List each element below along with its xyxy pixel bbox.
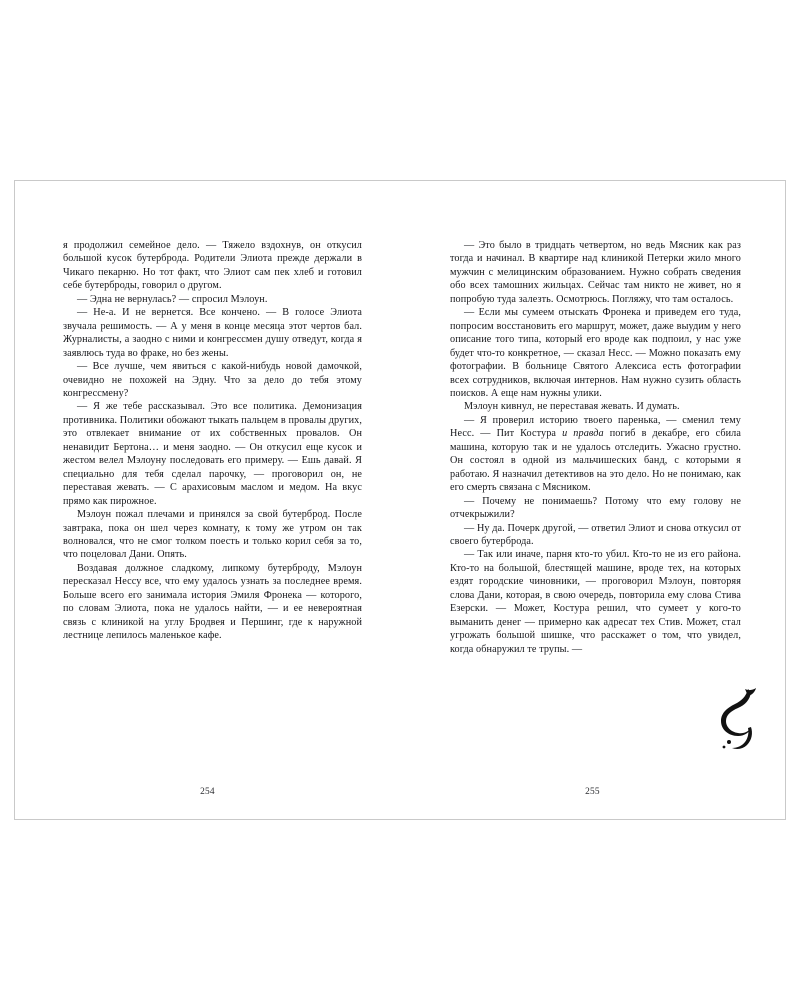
right-page	[400, 181, 785, 819]
left-page-text	[63, 239, 362, 643]
paragraph: я продолжил семейное дело. — Тяжело вздохнув, он откусил большой кусок бутерброда. Родители Элиота прежде держали в Чикаго пекарню. Но тот факт, что Элиот сам пек хлеб и готовил себе бутерброды, говорил о другом.	[63, 240, 362, 292]
paragraph: Мэлоун пожал плечами и принялся за свой бутерброд. После завтрака, пока он шел через комнату, к тому же утром он так волновался, что не смог толком поесть и только корил себя за то, что поцеловал Дани. Опять.	[63, 509, 362, 561]
flourish-ornament	[715, 687, 759, 751]
paragraph: Воздавая должное сладкому, липкому бутерброду, Мэлоун пересказал Нессу все, что ему удалось узнать за последнее время. Больше всего его занимала история Эмиля Фронека — которого, по словам Элиота, пока не удалось найти, — и ее невероятная связь с клиникой на углу Бродвея и Першинг, где к наружной лестнице лепилось маленькое кафе.	[63, 562, 362, 642]
book-spread	[14, 180, 786, 820]
paragraph: — Почему не понимаешь? Потому что ему голову не отчекрыжили?	[450, 495, 741, 521]
spread-columns	[15, 181, 785, 819]
paragraph: — Так или иначе, парня кто-то убил. Кто-то не из его района. Кто-то на большой, блестящей машине, вроде тех, на которых ездят городские чиновники, — проговорил Мэлоун, повторяя слова Дани, которая, в свою очередь, повторила ему слова Стива Езерски. — Может, Костура решил, что сумеет у кого-то выманить денег — примерно как адресат тех Стив. Может, стал угрожать большой шишке, что расскажет о том, что увидел, когда обнаружил те трупы. —	[450, 549, 741, 655]
page-number-right: 255	[585, 787, 600, 797]
paragraph: — Я же тебе рассказывал. Это все политика. Демонизация противника. Политики обожают тыкать пальцем в провалы других, это отвлекает внимание от их собственных провалов. Он ненавидит Бертона… и меня заодно. — Он откусил еще кусок и жестом велел Мэлоуну последовать его примеру. — Ешь давай. Я специально для тебя сделал парочку, — проговорил он, не переставая жевать. — С арахисовым маслом и медом. На вкус прямо как пирожное.	[63, 401, 362, 507]
paragraph: — Эдна не вернулась? — спросил Мэлоун.	[77, 293, 268, 305]
paragraph: — Я проверил историю твоего паренька, — сменил тему Несс. — Пит Костура и правда погиб в декабре, его сбила машина, которую так и не удалось отследить. Ужасно грустно. Он состоял в одной из мальчишеских банд, с которыми я работаю. Я назначил детективов на это дело. Но не понимаю, как его смерть связана с Мясником.	[450, 414, 741, 494]
paragraph: Мэлоун кивнул, не переставая жевать. И думать.	[464, 401, 680, 413]
left-page	[15, 181, 400, 819]
page-number-left: 254	[200, 787, 215, 797]
paragraph: — Не-а. И не вернется. Все кончено. — В голосе Элиота звучала решимость. — А у меня в конце месяца этот чертов бал. Журналисты, а заодно с ними и конгрессмен душу отведут, когда я заявлюсь туда во фраке, но без жены.	[63, 307, 362, 359]
paragraph: — Если мы сумеем отыскать Фронека и приведем его туда, попросим восстановить его маршрут, может, даже выудим у него описание того типа, который его вроде как подпоил, у нас уже будет что-то конкретное, — сказал Несс. — Можно показать ему фотографии. В больнице Святого Алексиса есть фотографии всех сотрудников, включая интернов. Нам нужно сузить область поисков. А еще нам нужны улики.	[450, 307, 741, 399]
right-page-text	[450, 239, 741, 656]
paragraph: — Ну да. Почерк другой, — ответил Элиот и снова откусил от своего бутерброда.	[450, 522, 741, 547]
paragraph: — Все лучше, чем явиться с какой-нибудь новой дамочкой, очевидно не похожей на Эдну. Что за дело до тебя этому конгрессмену?	[63, 361, 362, 399]
paragraph: — Это было в тридцать четвертом, но ведь Мясник как раз тогда и начинал. В квартире над клиникой Петерки жило много мужчин с мелицинским образованием. Нужно собрать сведения обо всех тамошних жильцах. Сейчас там никто не живет, но я попробую туда залезть. Осмотрюсь. Погляжу, что там осталось.	[450, 240, 741, 305]
